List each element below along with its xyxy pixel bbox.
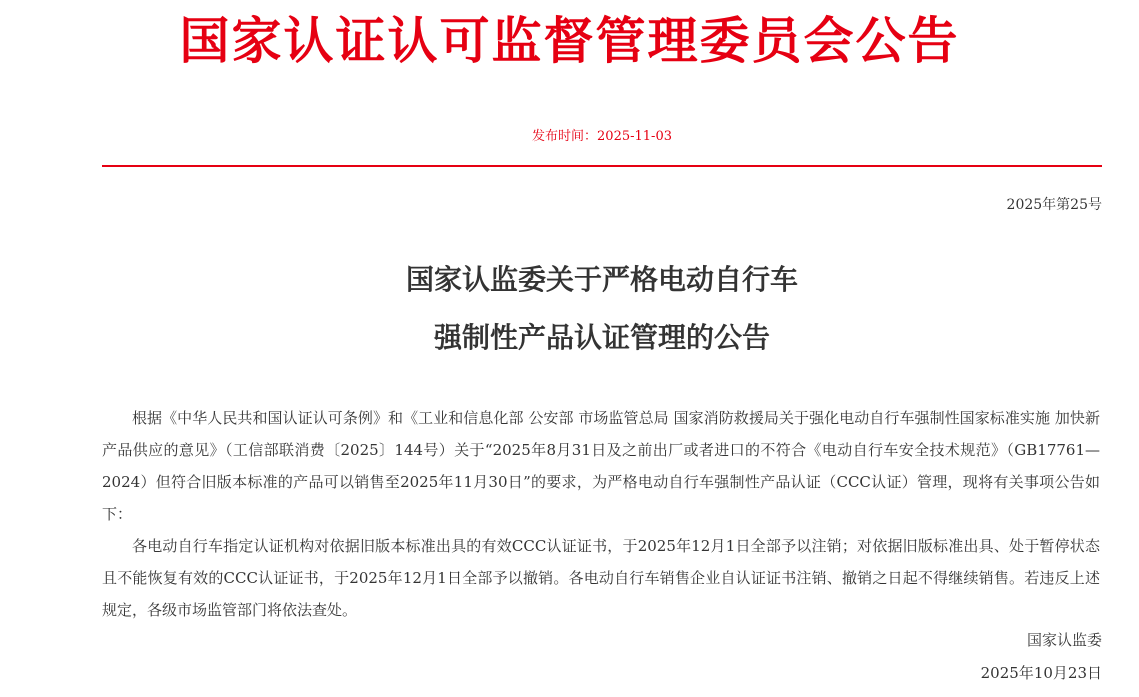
body-paragraph-2: 各电动自行车指定认证机构对依据旧版本标准出具的有效CCC认证证书，于2025年12月1日全部予以注销；对依据旧版标准出具、处于暂停状态且不能恢复有效的CCC认证证书，于2025年12月1日全部予以撤销。各电动自行车销售企业自认证证书注销、撤销之日起不得继续销售。若违反上述规定，各级市场监管部门将依法查处。 [102, 537, 1100, 619]
publish-time [0, 128, 1139, 146]
document-number: 2025年第25号 [1006, 197, 1102, 213]
signature-organization: 国家认监委 [1026, 631, 1102, 649]
signature-date: 2025年10月23日 [980, 664, 1102, 682]
body-paragraph-1: 根据《中华人民共和国认证认可条例》和《工业和信息化部 公安部 市场监管总局 国家消防救援局关于强化电动自行车强制性国家标准实施 加快新产品供应的意见》（工信部联消费〔2025〕144号）关于“2025年8月31日及之前出厂或者进口的不符合《电动自行车安全技术规范》（GB17761—2024）但符合旧版本标准的产品可以销售至2025年11月30日”的要求，为严格电动自行车强制性产品认证（CCC认证）管理，现将有关事项公告如下： [102, 409, 1100, 523]
document-title-line-2: 强制性产品认证管理的公告 [433, 321, 770, 354]
document-body [102, 402, 1100, 626]
publish-time-value: 2025-11-03 [597, 129, 672, 144]
header-divider [102, 165, 1102, 167]
publish-time-label: 发布时间： [532, 129, 598, 144]
masthead-title: 国家认证认可监督管理委员会公告 [179, 11, 960, 70]
document-title-line-1: 国家认监委关于严格电动自行车 [405, 263, 798, 296]
